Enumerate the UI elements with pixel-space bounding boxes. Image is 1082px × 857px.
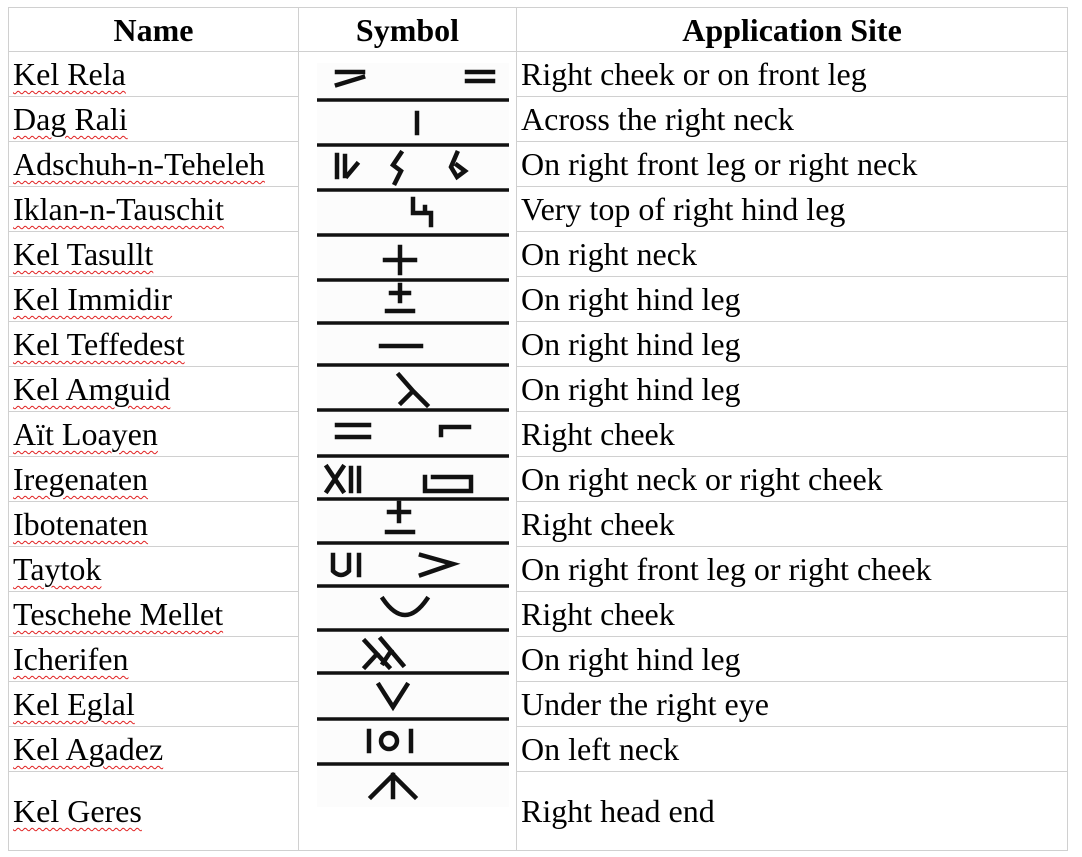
symbol-icherifen-icon: [365, 639, 403, 667]
brand-symbols-svg: [317, 63, 509, 807]
tribe-name: Kel Eglal: [13, 686, 135, 722]
table-row: [9, 277, 1068, 322]
tribe-name: Icherifen: [13, 641, 129, 677]
header-row: [9, 8, 1068, 52]
table-row: [9, 637, 1068, 682]
symbol-kel-tasullt-icon: [385, 247, 415, 273]
document-page: [8, 7, 1067, 851]
symbol-kel-rela-icon: [337, 72, 493, 85]
application-site-cell: On right hind leg: [517, 277, 1068, 322]
tribe-name: Adschuh-n-Teheleh: [13, 146, 265, 182]
name-cell: [9, 772, 299, 851]
symbol-kel-amguid-icon: [399, 375, 427, 405]
symbol-teschehe-mellet-icon: [383, 599, 427, 615]
application-site-cell: On right front leg or right neck: [517, 142, 1068, 187]
name-cell: [9, 727, 299, 772]
application-site-cell: On right hind leg: [517, 367, 1068, 412]
name-cell: [9, 457, 299, 502]
table-row: [9, 97, 1068, 142]
tribe-name: Teschehe Mellet: [13, 596, 224, 632]
application-site-cell: On left neck: [517, 727, 1068, 772]
symbol-adschuh-icon: [337, 153, 465, 183]
name-cell: [9, 52, 299, 97]
tribe-name: Kel Tasullt: [13, 236, 154, 272]
tribe-name: Ibotenaten: [13, 506, 149, 542]
tribe-name: Kel Immidir: [13, 281, 173, 317]
name-cell: [9, 502, 299, 547]
camel-brand-table: [8, 7, 1068, 851]
name-cell: [9, 97, 299, 142]
table-row: [9, 367, 1068, 412]
name-cell: [9, 412, 299, 457]
application-site-cell: Right cheek or on front leg: [517, 52, 1068, 97]
header-name: Name: [9, 8, 299, 52]
application-site-cell: On right front leg or right cheek: [517, 547, 1068, 592]
application-site-cell: Right cheek: [517, 502, 1068, 547]
table-row: [9, 727, 1068, 772]
symbol-kel-agadez-icon: [369, 731, 411, 751]
tribe-name: Dag Rali: [13, 101, 128, 137]
symbol-kel-geres-icon: [371, 775, 415, 797]
application-site-cell: Very top of right hind leg: [517, 187, 1068, 232]
name-cell: [9, 682, 299, 727]
name-cell: [9, 592, 299, 637]
name-cell: [9, 142, 299, 187]
symbol-iregenaten-icon: [327, 467, 471, 491]
tribe-name: Taytok: [13, 551, 102, 587]
symbol-iklan-icon: [413, 199, 431, 225]
tribe-name: Kel Teffedest: [13, 326, 185, 362]
name-cell: [9, 187, 299, 232]
tribe-name: Kel Geres: [13, 793, 142, 829]
tribe-name: Aït Loayen: [13, 416, 158, 452]
table-row: [9, 592, 1068, 637]
symbol-ibotenaten-icon: [387, 503, 413, 532]
table-row: [9, 772, 1068, 851]
name-cell: [9, 547, 299, 592]
tribe-name: Kel Agadez: [13, 731, 164, 767]
table-row: [9, 502, 1068, 547]
table-row: [9, 322, 1068, 367]
table-row: [9, 412, 1068, 457]
table-row: [9, 187, 1068, 232]
brand-symbols-image: [317, 63, 509, 807]
table-row: [9, 457, 1068, 502]
symbol-kel-immidir-icon: [387, 285, 413, 311]
application-site-cell: On right neck or right cheek: [517, 457, 1068, 502]
tribe-name: Iklan-n-Tauschit: [13, 191, 225, 227]
application-site-cell: Across the right neck: [517, 97, 1068, 142]
table-row: [9, 547, 1068, 592]
application-site-cell: Right cheek: [517, 592, 1068, 637]
application-site-cell: On right hind leg: [517, 322, 1068, 367]
application-site-cell: Right cheek: [517, 412, 1068, 457]
header-symbol: Symbol: [299, 8, 517, 52]
tribe-name: Kel Amguid: [13, 371, 171, 407]
name-cell: [9, 367, 299, 412]
application-site-cell: Under the right eye: [517, 682, 1068, 727]
symbol-kel-eglal-icon: [379, 685, 407, 707]
application-site-cell: Right head end: [517, 772, 1068, 851]
table-row: [9, 52, 1068, 97]
tribe-name: Iregenaten: [13, 461, 149, 497]
table-row: [9, 232, 1068, 277]
header-application-site: Application Site: [517, 8, 1068, 52]
name-cell: [9, 322, 299, 367]
symbol-ait-loayen-icon: [337, 425, 469, 437]
symbol-taytok-icon: [333, 555, 453, 575]
name-cell: [9, 277, 299, 322]
table-row: [9, 142, 1068, 187]
name-cell: [9, 232, 299, 277]
application-site-cell: On right neck: [517, 232, 1068, 277]
name-cell: [9, 637, 299, 682]
tribe-name: Kel Rela: [13, 56, 126, 92]
table-row: [9, 682, 1068, 727]
application-site-cell: On right hind leg: [517, 637, 1068, 682]
symbol-column-cell: [299, 52, 517, 851]
